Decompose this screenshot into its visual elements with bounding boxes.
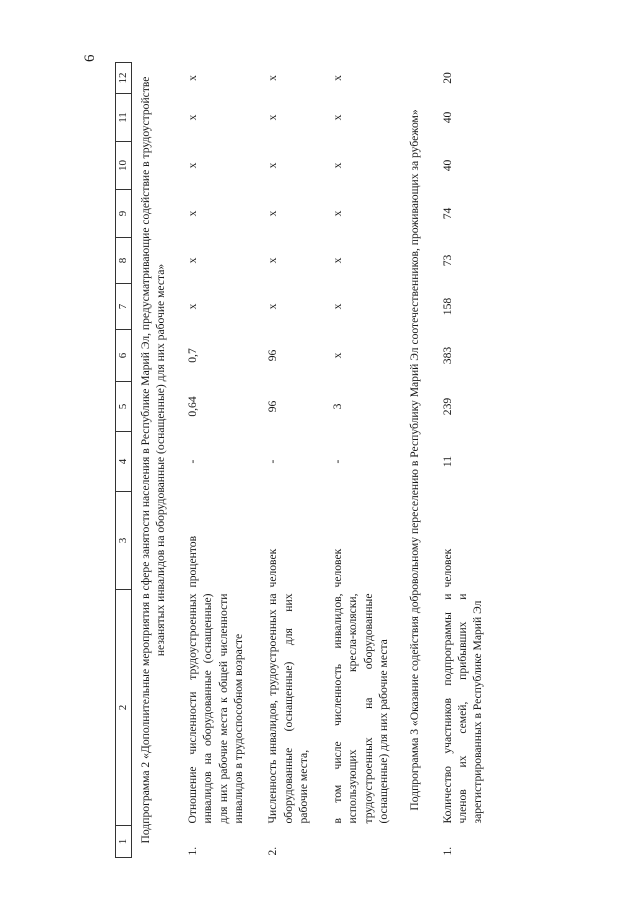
unit-cell: человек (331, 548, 345, 588)
indicators-table (115, 62, 496, 858)
value-cell: 158 (440, 297, 454, 316)
value-cell: x (331, 75, 345, 81)
col-header-9: 9 (116, 190, 132, 238)
section-title-row (131, 63, 176, 858)
row-number: 2. (266, 846, 280, 856)
value-cell: 0,64 (186, 396, 200, 417)
rotated-table-container (115, 63, 530, 858)
value-cell: x (331, 303, 345, 310)
value-cell: x (186, 257, 200, 264)
value-cell: x (331, 114, 345, 121)
col-header-1: 1 (116, 826, 132, 858)
value-cell: 96 (266, 400, 280, 413)
value-cell: x (266, 210, 280, 217)
value-cell: x (266, 303, 280, 310)
unit-cell: человек (440, 548, 454, 588)
page-number: 6 (82, 54, 98, 62)
value-cell: x (186, 162, 200, 169)
value-cell: 96 (266, 349, 280, 362)
value-cell: 20 (440, 72, 454, 84)
col-header-3: 3 (116, 492, 132, 590)
col-header-6: 6 (116, 330, 132, 382)
value-cell: 0,7 (186, 348, 200, 363)
value-cell: x (266, 162, 280, 169)
value-cell: x (186, 210, 200, 217)
value-cell: 11 (440, 455, 454, 468)
table-row (256, 63, 321, 858)
value-cell: 40 (440, 159, 454, 172)
col-header-5: 5 (116, 382, 132, 432)
col-header-7: 7 (116, 284, 132, 330)
table-row (321, 63, 401, 858)
value-cell: x (331, 257, 345, 264)
col-header-10: 10 (116, 142, 132, 190)
row-number: 1. (440, 846, 454, 856)
section-title: Подпрограмма 3 «Оказание содействия добровольному переселению в Республику Марий Эл соотечественников, проживающих за рубежом» (408, 109, 422, 811)
table-row (176, 63, 256, 858)
table-row (431, 63, 496, 858)
section-title: Подпрограмма 2 «Дополнительные мероприятия в сфере занятости населения в Республике Марий Эл, предусматривающие содействие в трудоустройстве незанятых инвалидов на оборудованные (оснащенные) для них рабочие места» (138, 76, 167, 844)
value-cell: x (186, 303, 200, 310)
value-cell: 383 (440, 346, 454, 365)
indicator-description: Количество участников подпрограммы и членов их семей, прибывших и зарегистрированных в Республике Марий Эл (440, 593, 485, 824)
col-header-2: 2 (116, 590, 132, 826)
value-cell: x (266, 257, 280, 264)
value-cell: - (186, 459, 200, 464)
value-cell: 239 (440, 397, 454, 416)
col-header-4: 4 (116, 432, 132, 492)
row-number (321, 826, 401, 858)
value-cell: - (331, 459, 345, 464)
col-header-12: 12 (116, 63, 132, 94)
value-cell: 3 (331, 403, 345, 410)
value-cell: 73 (440, 254, 454, 267)
value-cell: x (266, 75, 280, 81)
value-cell: x (186, 75, 200, 81)
section-title-row (401, 63, 430, 858)
value-cell: 74 (440, 207, 454, 220)
col-header-11: 11 (116, 94, 132, 142)
value-cell: x (331, 352, 345, 359)
value-cell: x (186, 114, 200, 121)
indicator-description: Отношение численности трудоустроенных инвалидов на оборудованные (оснащенные) для них рабочие места к общей численности инвалидов в трудоспособном возрасте (186, 593, 245, 824)
value-cell: - (266, 459, 280, 464)
indicator-description: Численность инвалидов, трудоустроенных на оборудованные (оснащенные) для них рабочие места, (266, 593, 310, 824)
col-header-8: 8 (116, 238, 132, 284)
row-number: 1. (186, 846, 200, 856)
unit-cell: процентов (186, 535, 200, 588)
indicator-description: в том числе численность инвалидов, использующих кресла-коляски, трудоустроенных на оборудованные (оснащенные) для них рабочие места (331, 593, 391, 824)
unit-cell: человек (266, 548, 280, 588)
value-cell: x (266, 114, 280, 121)
value-cell: x (331, 210, 345, 217)
value-cell: x (331, 162, 345, 169)
value-cell: 40 (440, 111, 454, 124)
column-number-row (116, 63, 132, 858)
